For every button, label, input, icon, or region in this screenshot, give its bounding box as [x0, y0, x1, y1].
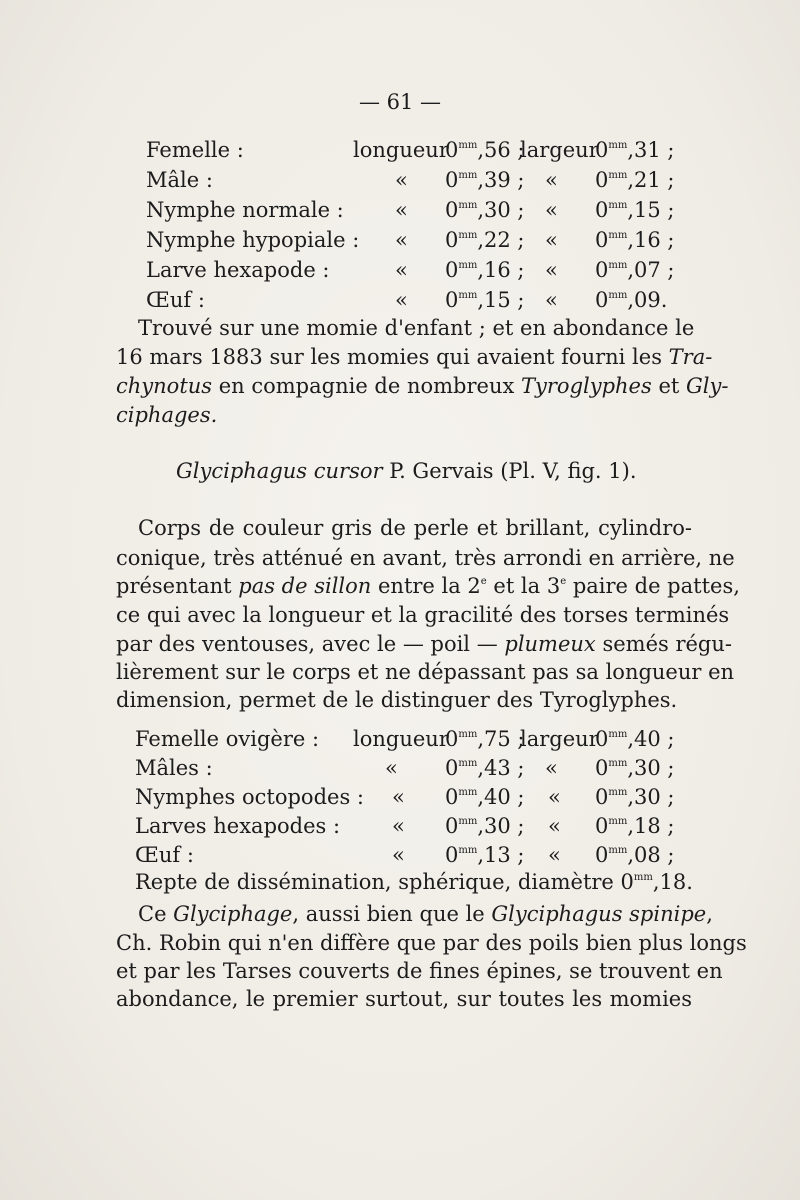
width-value: $0^{mm},09$. — [595, 288, 668, 312]
table-row — [0, 140, 800, 168]
ditto-mark: « — [545, 198, 558, 222]
table-row — [0, 290, 800, 318]
width-value: $0^{mm},08$ ; — [595, 843, 675, 867]
length-value: $0^{mm},22$ ; — [445, 228, 525, 252]
text-line: ce qui avec la longueur et la gracilité des torses terminés — [116, 603, 730, 627]
table-row — [0, 230, 800, 258]
table-row — [0, 170, 800, 198]
ditto-mark: « — [545, 756, 558, 780]
ditto-mark: « — [392, 843, 405, 867]
text-line: par des ventouses, avec le — poil — plumeux semés régu- — [116, 632, 732, 656]
ditto-mark: « — [395, 228, 408, 252]
text-line: dimension, permet de le distinguer des Tyroglyphes. — [116, 688, 678, 712]
row-label: Femelle ovigère : — [135, 727, 320, 751]
ditto-mark: « — [392, 814, 405, 838]
length-value: $0^{mm},56$ ; — [445, 138, 525, 162]
row-label: Nymphe hypopiale : — [146, 228, 360, 252]
length-value: $0^{mm},30$ ; — [445, 814, 525, 838]
width-value: $0^{mm},30$ ; — [595, 785, 675, 809]
page-number: — 61 — — [358, 90, 442, 114]
ditto-mark: « — [548, 843, 561, 867]
row-label: Nymphe normale : — [146, 198, 344, 222]
width-value: $0^{mm},30$ ; — [595, 756, 675, 780]
width-value: $0^{mm},18$ ; — [595, 814, 675, 838]
text-line: lièrement sur le corps et ne dépassant pas sa longueur en — [116, 660, 735, 684]
text-line: Corps de couleur gris de perle et brillant, cylindro- — [138, 516, 692, 540]
table-row — [0, 729, 800, 757]
table-row — [0, 260, 800, 288]
text-line: chynotus en compagnie de nombreux Tyroglyphes et Gly- — [116, 374, 729, 398]
width-value: $0^{mm},31$ ; — [595, 138, 675, 162]
text-line: Ch. Robin qui n'en diffère que par des poils bien plus longs — [116, 931, 747, 955]
length-value: $0^{mm},75$ ; — [445, 727, 525, 751]
ditto-mark: « — [395, 288, 408, 312]
table-row — [0, 845, 800, 873]
width-value: $0^{mm},07$ ; — [595, 258, 675, 282]
table-row — [0, 758, 800, 786]
row-label: Œuf : — [135, 843, 194, 867]
text-line: abondance, le premier surtout, sur toutes les momies — [116, 987, 692, 1011]
row-label: Mâle : — [146, 168, 213, 192]
repte-line: Repte de dissémination, sphérique, diamètre $0^{mm},18$. — [135, 870, 693, 894]
length-value: $0^{mm},39$ ; — [445, 168, 525, 192]
species-heading: Glyciphagus cursor P. Gervais (Pl. V, fig. 1). — [176, 459, 637, 483]
ditto-mark: « — [395, 258, 408, 282]
length-value: $0^{mm},43$ ; — [445, 756, 525, 780]
row-label: Mâles : — [135, 756, 213, 780]
length-value: $0^{mm},16$ ; — [445, 258, 525, 282]
text-line: conique, très atténué en avant, très arrondi en arrière, ne — [116, 546, 735, 570]
ditto-mark: « — [395, 168, 408, 192]
row-label: Œuf : — [146, 288, 205, 312]
length-value: $0^{mm},13$ ; — [445, 843, 525, 867]
ditto-mark: « — [395, 198, 408, 222]
length-header: longueur — [353, 138, 449, 162]
row-label: Nymphes octopodes : — [135, 785, 364, 809]
ditto-mark: « — [545, 168, 558, 192]
length-value: $0^{mm},15$ ; — [445, 288, 525, 312]
text-line: ciphages. — [116, 403, 218, 427]
row-label: Larve hexapode : — [146, 258, 330, 282]
table-row — [0, 816, 800, 844]
width-value: $0^{mm},40$ ; — [595, 727, 675, 751]
ditto-mark: « — [545, 288, 558, 312]
ditto-mark: « — [545, 228, 558, 252]
row-label: Femelle : — [146, 138, 244, 162]
table-row — [0, 200, 800, 228]
width-value: $0^{mm},16$ ; — [595, 228, 675, 252]
ditto-mark: « — [545, 258, 558, 282]
text-line: Trouvé sur une momie d'enfant ; et en abondance le — [138, 316, 695, 340]
text-line: Ce Glyciphage, aussi bien que le Glyciphagus spinipe, — [138, 902, 713, 926]
length-header: longueur — [353, 727, 449, 751]
ditto-mark: « — [548, 814, 561, 838]
ditto-mark: « — [548, 785, 561, 809]
row-label: Larves hexapodes : — [135, 814, 341, 838]
text-line: présentant pas de sillon entre la 2e et la 3e paire de pattes, — [116, 574, 740, 598]
table-row — [0, 787, 800, 815]
ditto-mark: « — [385, 756, 398, 780]
text-line: 16 mars 1883 sur les momies qui avaient fourni les Tra- — [116, 345, 713, 369]
width-header: largeur — [520, 727, 599, 751]
width-value: $0^{mm},15$ ; — [595, 198, 675, 222]
width-header: largeur — [520, 138, 599, 162]
length-value: $0^{mm},40$ ; — [445, 785, 525, 809]
text-line: et par les Tarses couverts de fines épines, se trouvent en — [116, 959, 723, 983]
width-value: $0^{mm},21$ ; — [595, 168, 675, 192]
ditto-mark: « — [392, 785, 405, 809]
length-value: $0^{mm},30$ ; — [445, 198, 525, 222]
